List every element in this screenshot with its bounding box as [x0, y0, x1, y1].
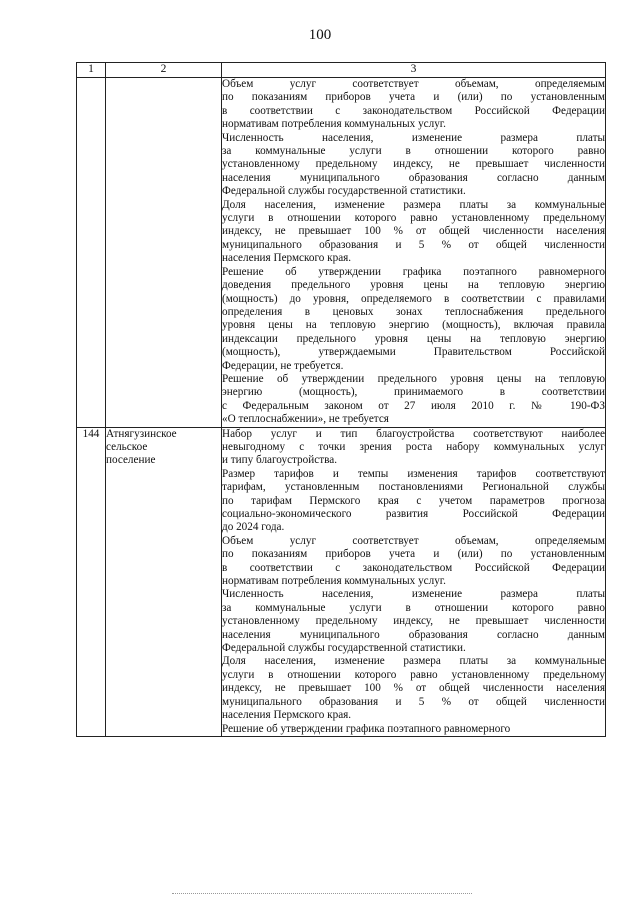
text-line: нормативам потребления коммунальных услуг.	[222, 575, 446, 588]
text-line: Набор услуг и тип благоустройства соответствуют наиболее	[222, 427, 605, 440]
text-line: населения Пермского края.	[222, 252, 352, 265]
text-line: индексу, не превышает 100 % от общей численности населения	[222, 682, 605, 695]
text-line: Доля населения, изменение размера платы за коммунальные	[222, 655, 605, 668]
text-line: установленному предельному индексу, не превышает численности	[222, 158, 605, 171]
text-line: (мощность), утверждаемыми Правительством Российской	[222, 346, 605, 359]
criteria-text	[222, 427, 606, 736]
column-header-settlement: 2	[106, 63, 222, 78]
settlement-name-line: сельское	[106, 440, 148, 453]
text-line: установленному предельному индексу, не превышает численности	[222, 615, 605, 628]
text-line: по показаниям приборов учета и (или) по установленным	[222, 548, 605, 561]
criteria-paragraph	[222, 428, 605, 468]
tariff-table	[76, 62, 606, 737]
row-number: 144	[77, 427, 106, 736]
table-header-row	[77, 63, 606, 78]
criteria-paragraph	[222, 199, 605, 266]
text-line: муниципального образования и 5 % от общей численности	[222, 695, 605, 708]
criteria-paragraph	[222, 655, 605, 722]
settlement-name-line: поселение	[106, 454, 156, 467]
criteria-paragraph	[222, 723, 605, 736]
text-line: за коммунальные услуги в отношении которого равно	[222, 601, 605, 614]
text-line: и типу благоустройства.	[222, 454, 337, 467]
text-line: с Федеральным законом от 27 июля 2010 г. № 190-ФЗ	[222, 399, 605, 412]
criteria-paragraph	[222, 78, 605, 132]
text-line: индексации предельного уровня цены на тепловую энергию	[222, 332, 605, 345]
scan-artifact-line	[172, 893, 472, 895]
text-line: до 2024 года.	[222, 521, 285, 534]
column-header-description: 3	[222, 63, 606, 78]
text-line: за коммунальные услуги в отношении которого равно	[222, 145, 605, 158]
text-line: Численность населения, изменение размера платы	[222, 131, 605, 144]
criteria-text	[222, 78, 606, 428]
text-line: социально-экономического развития Российской Федерации	[222, 508, 605, 520]
text-line: (мощность) до уровня, определяемого в соответствии с правилами	[222, 292, 605, 305]
text-line: Решение об утверждении графика поэтапного равномерного	[222, 722, 511, 735]
text-line: Федерации, не требуется.	[222, 359, 344, 372]
table-row	[77, 427, 606, 736]
criteria-paragraph	[222, 588, 605, 655]
text-line: невыгодному с точки зрения роста набору коммунальных услуг	[222, 440, 605, 453]
text-line: Численность населения, изменение размера платы	[222, 588, 605, 601]
text-line: индексу, не превышает 100 % от общей численности населения	[222, 225, 605, 238]
text-line: Решение об утверждении графика поэтапного равномерного	[222, 265, 605, 278]
text-line: Федеральной службы государственной статистики.	[222, 185, 466, 198]
text-line: услуги в отношении которого равно установленному предельному	[222, 668, 605, 681]
text-line: «О теплоснабжении», не требуется	[222, 413, 389, 426]
text-line: муниципального образования и 5 % от общей численности	[222, 238, 605, 251]
criteria-paragraph	[222, 535, 605, 589]
text-line: Решение об утверждении предельного уровня цены на тепловую	[222, 372, 605, 385]
text-line: населения муниципального образования согласно данным	[222, 171, 605, 184]
settlement-name-line: Атнягузинское	[106, 427, 177, 440]
criteria-paragraph	[222, 468, 605, 535]
text-line: населения муниципального образования согласно данным	[222, 628, 605, 641]
text-line: уровня цены на тепловую энергию (мощность), включая правила	[222, 319, 605, 332]
text-line: по показаниям приборов учета и (или) по установленным	[222, 91, 605, 104]
text-line: нормативам потребления коммунальных услуг.	[222, 118, 446, 131]
text-line: услуги в отношении которого равно установленному предельному	[222, 212, 605, 225]
text-line: Объем услуг соответствует объемам, определяемым	[222, 78, 605, 90]
settlement-name	[106, 427, 222, 736]
text-line: по тарифам Пермского края с учетом параметров прогноза	[222, 494, 605, 507]
text-line: населения Пермского края.	[222, 709, 352, 722]
row-number	[77, 78, 106, 428]
table-row	[77, 78, 606, 428]
text-line: Доля населения, изменение размера платы за коммунальные	[222, 198, 605, 211]
settlement-name	[106, 78, 222, 428]
text-line: в соответствии с законодательством Российской Федерации	[222, 104, 605, 117]
text-line: в соответствии с законодательством Российской Федерации	[222, 561, 605, 574]
criteria-paragraph	[222, 266, 605, 373]
criteria-paragraph	[222, 132, 605, 199]
text-line: тарифам, установленным постановлениями Региональной службы	[222, 481, 605, 494]
column-header-number: 1	[77, 63, 106, 78]
criteria-paragraph	[222, 373, 605, 427]
text-line: энергию (мощность), принимаемого в соответствии	[222, 386, 605, 399]
text-line: Объем услуг соответствует объемам, определяемым	[222, 534, 605, 547]
text-line: Размер тарифов и темпы изменения тарифов соответствуют	[222, 467, 605, 480]
text-line: определения в ценовых зонах теплоснабжения предельного	[222, 305, 605, 318]
page-number: 100	[308, 27, 332, 43]
text-line: доведения предельного уровня цены на тепловую энергию	[222, 279, 605, 292]
text-line: Федеральной службы государственной статистики.	[222, 642, 466, 655]
